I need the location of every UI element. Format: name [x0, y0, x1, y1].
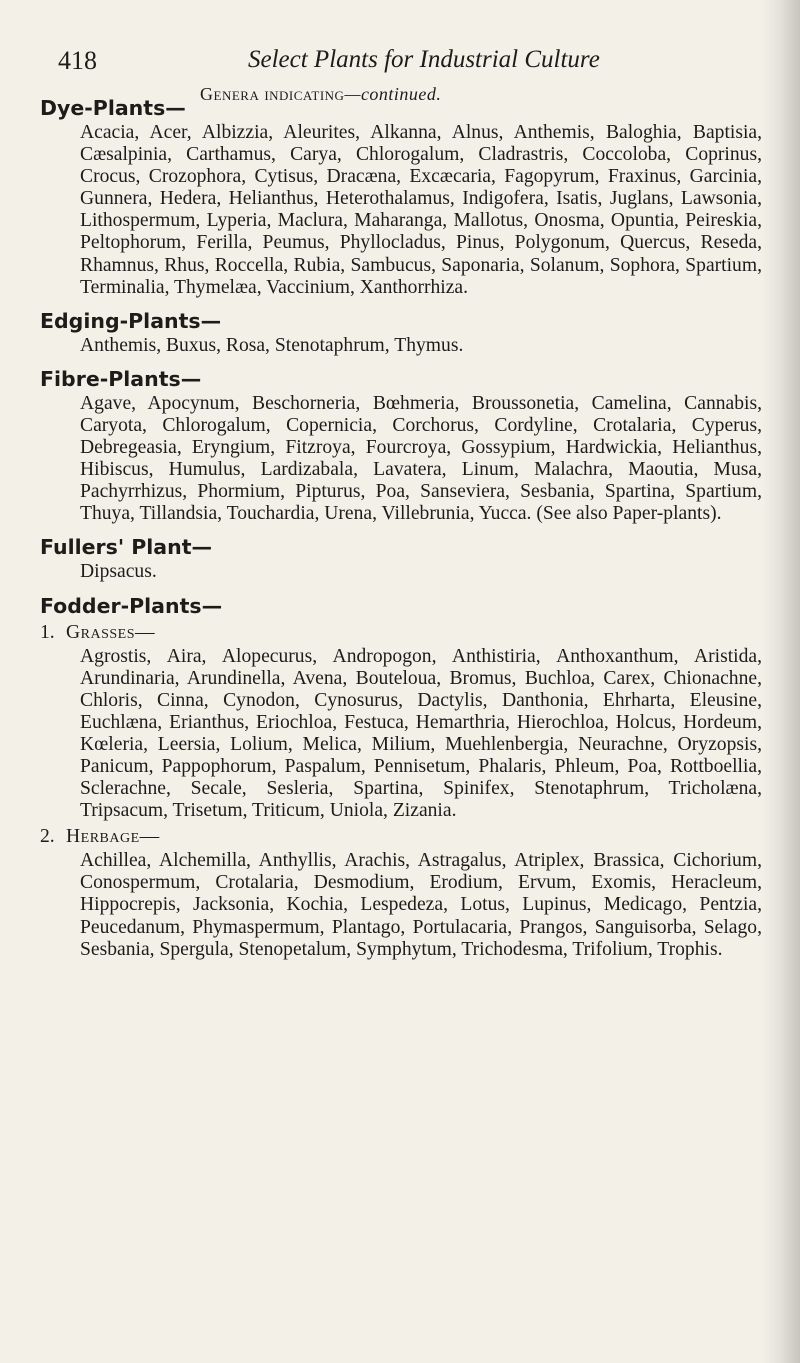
page-number: 418 — [58, 46, 97, 75]
fullers-plant-heading: Fullers' Plant— — [40, 535, 213, 560]
fodder-plants-heading: Fodder-Plants— — [40, 593, 223, 618]
caption-genera: Genera indicating — [200, 84, 345, 104]
fibre-plants-heading: Fibre-Plants— — [40, 366, 202, 391]
caption-continued: —continued. — [344, 84, 442, 104]
herbage-number: 2. — [40, 826, 55, 848]
herbage-subheading — [40, 826, 762, 848]
fibre-plants-list: Agave, Apocynum, Beschorneria, Bœhmeria, Broussonetia, Camelina, Cannabis, Caryota, Chlorogalum, Copernicia, Corchorus, Cordyline, Crotalaria, Cyperus, Debregeasia, Eryngium, Fitzroya, Fourcroya, Gossypium, Hardwickia, Helianthus, Hibiscus, Humulus, Lardizabala, Lavatera, Linum, Malachra, Maoutia, Musa, Pachyrrhizus, Phormium, Pipturus, Poa, Sanseviera, Sesbania, Spartina, Spartium, Thuya, Tillandsia, Touchardia, Urena, Villebrunia, Yucca. (See also Paper-plants). — [80, 392, 762, 525]
grasses-subheading — [40, 622, 762, 644]
herbage-label: Herbage— — [66, 826, 160, 848]
dye-plants-heading: Dye-Plants— — [40, 96, 186, 120]
page-edge-shadow — [762, 0, 800, 1363]
edging-plants-list: Anthemis, Buxus, Rosa, Stenotaphrum, Thymus. — [80, 334, 464, 356]
dye-plants-list: Acacia, Acer, Albizzia, Aleurites, Alkanna, Alnus, Anthemis, Baloghia, Baptisia, Cæsalpinia, Carthamus, Carya, Chlorogalum, Cladrastris, Coccoloba, Coprinus, Crocus, Crozophora, Cytisus, Dracæna, Excæcaria, Fagopyrum, Fraxinus, Garcinia, Gunnera, Hedera, Helianthus, Heterothalamus, Indigofera, Isatis, Juglans, Lawsonia, Lithospermum, Lyperia, Maclura, Maharanga, Mallotus, Onosma, Opuntia, Peireskia, Peltophorum, Ferilla, Peumus, Phyllocladus, Pinus, Polygonum, Quercus, Reseda, Rhamnus, Rhus, Roccella, Rubia, Sambucus, Saponaria, Solanum, Sophora, Spartium, Terminalia, Thymelæa, Vaccinium, Xanthorrhiza. — [80, 122, 762, 298]
grasses-list: Agrostis, Aira, Alopecurus, Andropogon, Anthistiria, Anthoxanthum, Aristida, Arundinaria, Arundinella, Avena, Bouteloua, Bromus, Buchloa, Carex, Chionachne, Chloris, Cinna, Cynodon, Cynosurus, Dactylis, Danthonia, Ehrharta, Eleusine, Euchlæna, Erianthus, Eriochloa, Festuca, Hemarthria, Hierochloa, Holcus, Hordeum, Kœleria, Leersia, Lolium, Melica, Milium, Muehlenbergia, Neurachne, Oryzopsis, Panicum, Pappophorum, Paspalum, Pennisetum, Phalaris, Phleum, Poa, Rottboellia, Sclerachne, Secale, Sesleria, Spartina, Spinifex, Stenotaphrum, Tricholæna, Tripsacum, Trisetum, Triticum, Uniola, Zizania. — [80, 645, 762, 822]
herbage-list: Achillea, Alchemilla, Anthyllis, Arachis, Astragalus, Atriplex, Brassica, Cichorium, Conospermum, Crotalaria, Desmodium, Erodium, Ervum, Exomis, Heracleum, Hippocrepis, Jacksonia, Kochia, Lespedeza, Lotus, Lupinus, Medicago, Pentzia, Peucedanum, Phymaspermum, Plantago, Portulacaria, Prangos, Sanguisorba, Selago, Sesbania, Spergula, Stenopetalum, Symphytum, Trichodesma, Trifolium, Trophis. — [80, 850, 762, 960]
page-content — [40, 96, 762, 961]
grasses-number: 1. — [40, 621, 55, 643]
grasses-label: Grasses— — [66, 621, 156, 643]
running-head — [58, 44, 758, 80]
edging-plants-heading: Edging-Plants— — [40, 308, 222, 333]
running-title: Select Plants for Industrial Culture — [248, 46, 600, 73]
fullers-plant-list: Dipsacus. — [80, 561, 157, 583]
